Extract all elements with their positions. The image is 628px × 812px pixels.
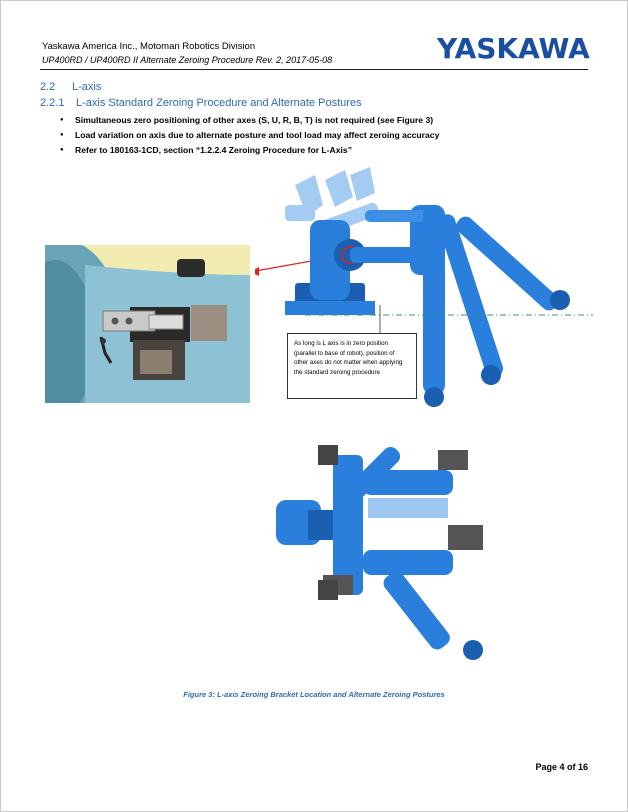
bullet-item: ● Refer to 180163-1CD, section “1.2.2.4 Zeroing Procedure for L-Axis” — [60, 143, 439, 158]
page-number: Page 4 of 16 — [535, 762, 588, 772]
zeroing-bracket-photo — [45, 245, 250, 403]
section-title: L-axis — [72, 81, 102, 93]
subsection-heading — [40, 97, 362, 109]
figure-caption: Figure 3: L-axis Zeroing Bracket Location and Alternate Zeroing Postures — [183, 690, 445, 699]
robot-top-view-illustration — [268, 430, 493, 670]
section-heading — [40, 81, 101, 93]
callout-note: As long is L axis is in zero position (parallel to base of robot), position of other axes do not matter when applying the standard zeroing procedure — [287, 333, 417, 399]
bullet-item: ● Simultaneous zero positioning of other axes (S, U, R, B, T) is not required (see Figure 3) — [60, 113, 439, 128]
subsection-number: 2.2.1 — [40, 97, 65, 109]
header-document-title: UP400RD / UP400RD II Alternate Zeroing Procedure Rev. 2, 2017-05-08 — [42, 55, 333, 65]
header-company: Yaskawa America Inc., Motoman Robotics Division — [42, 41, 256, 52]
yaskawa-logo: YASKAWA — [437, 32, 590, 65]
subsection-title: L-axis Standard Zeroing Procedure and Alternate Postures — [76, 97, 362, 109]
header-divider — [40, 69, 588, 70]
bullet-item: ● Load variation on axis due to alternate posture and tool load may affect zeroing accuracy — [60, 128, 439, 143]
bullet-list — [60, 113, 439, 158]
section-number: 2.2 — [40, 81, 56, 93]
